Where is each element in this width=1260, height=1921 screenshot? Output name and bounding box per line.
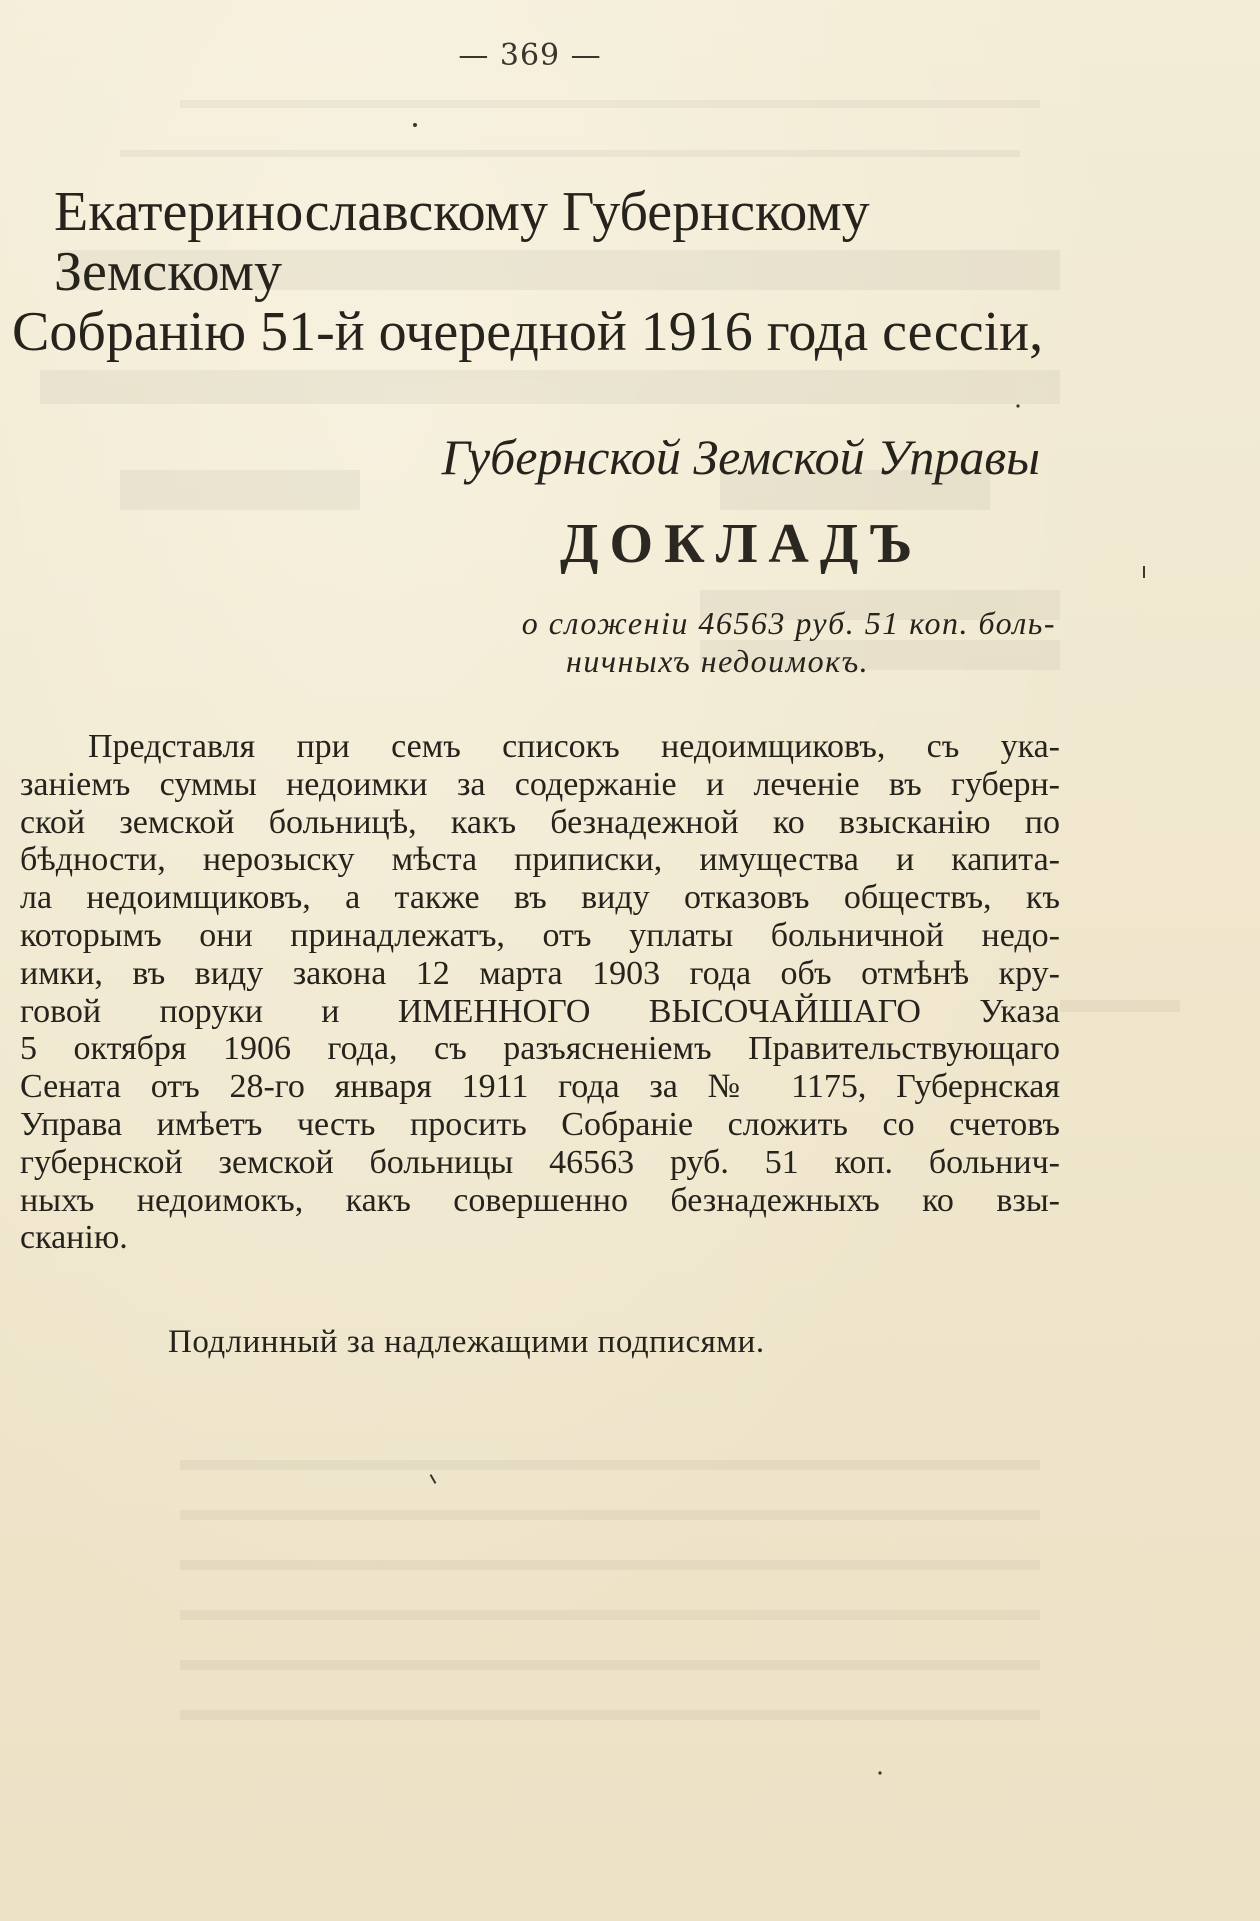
report-subject: [440, 604, 1060, 680]
body-line: ла недоимщиковъ, а также въ виду отказовъ обществъ, къ: [20, 879, 1060, 917]
body-line: которымъ они принадлежатъ, отъ уплаты больничной недо-: [20, 916, 1060, 954]
body-line: Управа имѣетъ честь просить Собраніе сложить со счетовъ: [20, 1105, 1060, 1143]
body-line: Сената отъ 28-го января 1911 года за № 1175, Губернская: [20, 1068, 1060, 1106]
body-line: заніемъ суммы недоимки за содержаніе и леченіе въ губерн-: [20, 765, 1060, 803]
body-line: 5 октября 1906 года, съ разъясненіемъ Правительствующаго: [20, 1030, 1060, 1068]
body-line: говой поруки и ИМЕННОГО ВЫСОЧАЙШАГО Указа: [20, 992, 1060, 1030]
report-heading: ДОКЛАДЪ: [560, 513, 924, 575]
body-line: ныхъ недоимокъ, какъ совершенно безнадежныхъ ко взы-: [20, 1181, 1060, 1219]
body-line: губернской земской больницы 46563 руб. 51 коп. больнич-: [20, 1143, 1060, 1181]
issuing-body: Губернской Земской Управы: [441, 429, 1040, 485]
body-line: имки, въ виду закона 12 марта 1903 года объ отмѣнѣ кру-: [20, 954, 1060, 992]
body-paragraph: [20, 728, 1060, 1257]
body-line: Представля при семъ списокъ недоимщиковъ, съ ука-: [88, 728, 1060, 765]
body-line: сканію.: [20, 1219, 128, 1257]
subject-line-2: ничныхъ недоимокъ.: [566, 643, 870, 679]
page-title: [12, 182, 1052, 362]
title-line-2: Собранію 51-й очередной 1916 года сессіи,: [12, 301, 1044, 363]
body-line: бѣдности, нерозыску мѣста приписки, имущества и капита-: [20, 841, 1060, 879]
subject-line-1: о сложеніи 46563 руб. 51 коп. боль-: [521, 605, 1056, 641]
signature-note: Подлинный за надлежащими подписями.: [168, 1324, 765, 1360]
title-line-1: Екатеринославскому Губернскому Земскому: [54, 181, 870, 303]
page-number: — 369 —: [458, 38, 602, 73]
body-line: ской земской больницѣ, какъ безнадежной ко взысканію по: [20, 803, 1060, 841]
